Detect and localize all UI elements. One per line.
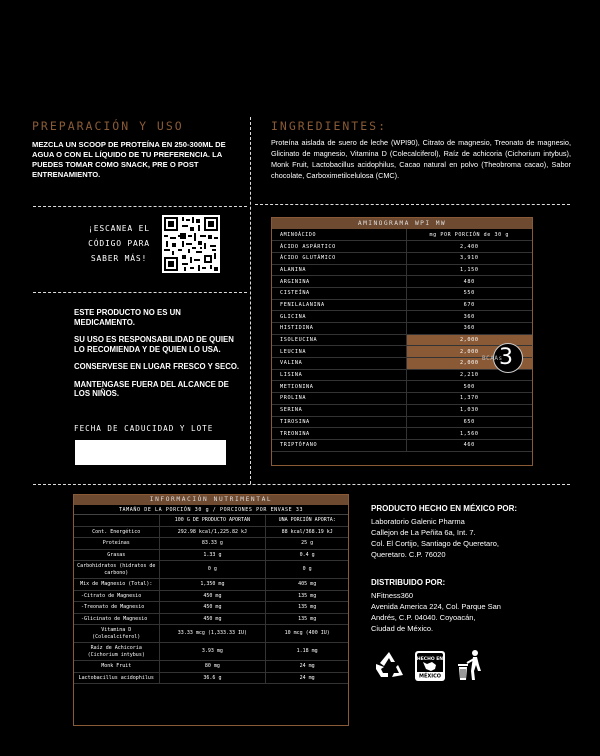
nutrient-name: Mix de Magnesio (Total): [74,579,159,591]
nutrition-row [74,672,348,684]
bcaa-label: BCAAs [482,355,503,362]
producer-line: Callejon de La Peñita 6a, Int. 7. [371,528,476,537]
aminogram-row [272,393,532,405]
aminoacid-name: TIROSINA [272,416,406,428]
divider-qr-top [33,206,247,207]
nutrient-per-portion: 135 mg [266,602,348,614]
aminoacid-value: 670 [406,299,532,311]
nutrition-rows [74,515,348,684]
nutrient-per-100g: 1.33 g [159,549,266,561]
nutrient-name: Lactobacillus acidophilus [74,672,159,684]
warnings [74,308,240,407]
nutrition-table [73,494,349,726]
hecho-en-mexico-icon [414,650,446,682]
nutrition-row [74,613,348,625]
lot-label: FECHA DE CADUCIDAD Y LOTE [74,424,214,433]
preparation-title: PREPARACIÓN Y USO [32,119,184,133]
preparation-text: MEZCLA UN SCOOP DE PROTEÍNA EN 250-300ML DE AGUA O CON EL LÍQUIDO DE TU PREFERENCIA. LA PUEDES TOMAR COMO SNACK, PRE O POST ENTRENAMIENTO. [32,140,226,179]
nutrient-per-100g: 450 mg [159,602,266,614]
nutrition-row [74,661,348,673]
aminoacid-value: 550 [406,287,532,299]
aminogram-rows [272,229,532,452]
aminogram-row [272,416,532,428]
aminogram-row [272,241,532,253]
aminogram-title: AMINOGRAMA WPI MW [272,218,532,229]
aminogram-row [272,439,532,451]
nutrition-col-100g: 100 G DE PRODUCTO APORTAN [159,515,266,526]
aminoacid-value: 2,210 [406,369,532,381]
producer-line: Laboratorio Galenic Pharma [371,517,465,526]
aminoacid-value: 500 [406,381,532,393]
aminogram-row [272,264,532,276]
divider-ingredients [255,204,570,205]
aminoacid-value: 480 [406,276,532,288]
aminogram-row [272,334,532,346]
aminogram-row [272,311,532,323]
distributor-line: Avenida America 224, Col. Parque San [371,602,501,611]
distributor-line: Ciudad de México. [371,624,434,633]
bcaa-number: 3 [499,345,513,370]
aminogram-row [272,287,532,299]
nutrient-name: Carbohidratos (hidratos de carbono) [74,561,159,579]
aminoacid-value: 1,030 [406,404,532,416]
aminogram-col-value: mg POR PORCIÓN de 30 g [406,229,532,241]
nutrient-per-portion: 10 mcg (400 IU) [266,625,348,643]
distributor-line: NFitness360 [371,591,414,600]
warning-item: CONSERVESE EN LUGAR FRESCO Y SECO. [74,362,240,371]
aminogram-table [271,217,533,466]
nutrient-per-100g: 450 mg [159,590,266,602]
nutrient-per-100g: 36.6 g [159,672,266,684]
aminoacid-name: ÁCIDO GLUTÁMICO [272,252,406,264]
nutrition-row [74,538,348,550]
aminoacid-name: METIONINA [272,381,406,393]
nutrition-col-portion: UNA PORCIÓN APORTA: [266,515,348,526]
nutrient-name: Vitamina D (Colecalciferol) [74,625,159,643]
nutrition-row [74,526,348,538]
nutrient-per-portion: 25 g [266,538,348,550]
ingredients-text: Proteína aislada de suero de leche (WPI90), Citrato de magnesio, Treonato de magnesio, Glicinato de magnesio, Vitamina D (Colecalciferol), Raíz de achicoria (Cichorium intybus), Monk Fruit, Lactobacillus acidophilus, Cacao natural en polvo (Theobroma cacao), Sabor chocolate, Carboximetilcelulosa (CMC). [271,138,571,180]
nutrition-row [74,549,348,561]
aminoacid-value: 360 [406,323,532,335]
aminogram-col-name: AMINOÁCIDO [272,229,406,241]
aminogram-row [272,428,532,440]
aminoacid-value: 1,560 [406,428,532,440]
nutrition-row [74,602,348,614]
aminoacid-value: 2,000 [406,334,532,346]
aminoacid-value: 2,400 [406,241,532,253]
nutrient-per-portion: 135 mg [266,590,348,602]
qr-code[interactable] [162,215,220,273]
aminoacid-name: HISTIDINA [272,323,406,335]
aminoacid-name: ÁCIDO ASPÁRTICO [272,241,406,253]
hecho-bottom-text: MÉXICO [418,673,442,680]
nutrient-per-portion: 0 g [266,561,348,579]
nutrient-per-100g: 450 mg [159,613,266,625]
nutrient-name: Raíz de Achicoria (Cichorium intybus) [74,643,159,661]
warning-item: ESTE PRODUCTO NO ES UN MEDICAMENTO. [74,308,181,327]
aminoacid-name: LEUCINA [272,346,406,358]
aminogram-row [272,276,532,288]
ingredients-title: INGREDIENTES: [271,119,388,133]
nutrition-col-blank [74,515,159,526]
aminogram-header-row [272,229,532,241]
producer-heading: PRODUCTO HECHO EN MÉXICO POR: [371,504,518,513]
nutrient-per-100g: 0 g [159,561,266,579]
nutrient-name: Grasas [74,549,159,561]
lot-box [75,440,226,465]
aminoacid-value: 650 [406,416,532,428]
nutrient-per-100g: 1,350 mg [159,579,266,591]
aminoacid-name: LISINA [272,369,406,381]
producer-line: Queretaro. C.P. 76020 [371,550,446,559]
nutrient-name: Monk Fruit [74,661,159,673]
aminoacid-value: 2,000 [406,358,532,370]
nutrient-name: -Citrato de Magnesio [74,590,159,602]
nutrient-per-100g: 3.93 mg [159,643,266,661]
aminogram-row [272,404,532,416]
nutrition-row [74,579,348,591]
aminoacid-name: CISTEÍNA [272,287,406,299]
nutrition-row [74,625,348,643]
aminoacid-name: PROLINA [272,393,406,405]
aminoacid-name: TREONINA [272,428,406,440]
aminoacid-name: SERINA [272,404,406,416]
aminoacid-value: 1,150 [406,264,532,276]
aminoacid-name: GLICINA [272,311,406,323]
nutrient-name: -Glicinato de Magnesio [74,613,159,625]
aminogram-row [272,252,532,264]
nutrient-per-100g: 33.33 mcg (1,333.33 IU) [159,625,266,643]
nutrient-per-portion: 24 mg [266,661,348,673]
aminoacid-name: ISOLEUCINA [272,334,406,346]
aminogram-row [272,381,532,393]
aminoacid-value: 360 [406,311,532,323]
aminoacid-name: ALANINA [272,264,406,276]
aminoacid-name: ARGININA [272,276,406,288]
trash-icon [455,649,485,681]
aminoacid-name: TRIPTÓFANO [272,439,406,451]
producer-info [371,503,571,560]
divider-bottom [33,484,570,485]
nutrient-per-portion: 405 mg [266,579,348,591]
aminoacid-value: 1,370 [406,393,532,405]
aminoacid-value: 2,000 [406,346,532,358]
divider-qr-bottom [33,292,247,293]
hecho-top-text: HECHO EN [416,657,444,662]
warning-item: MANTENGASE FUERA DEL ALCANCE DE LOS NIÑOS. [74,379,229,398]
qr-caption: ¡ESCANEA EL CÓDIGO PARA SABER MÁS! [88,224,150,263]
nutrient-name: -Treonato de Magnesio [74,602,159,614]
nutrient-per-portion: 1.18 mg [266,643,348,661]
nutrient-per-portion: 0.4 g [266,549,348,561]
vertical-divider [250,117,251,484]
qr-code-icon [162,215,220,273]
distributor-line: Andrés, C.P. 04040. Coyoacán, [371,613,476,622]
nutrient-per-portion: 135 mg [266,613,348,625]
aminogram-row [272,323,532,335]
nutrient-per-portion: 24 mg [266,672,348,684]
warning-item: SU USO ES RESPONSABILIDAD DE QUIEN LO RECOMIENDA Y DE QUIEN LO USA. [74,335,234,354]
nutrition-header-row [74,515,348,526]
aminoacid-value: 460 [406,439,532,451]
nutrition-row [74,590,348,602]
aminoacid-name: VALINA [272,358,406,370]
distributor-heading: DISTRIBUIDO POR: [371,578,446,587]
nutrient-per-portion: 88 kcal/368.19 kJ [266,526,348,538]
nutrition-row [74,643,348,661]
distributor-info [371,577,571,634]
nutrient-per-100g: 292.98 kcal/1,225.82 kJ [159,526,266,538]
nutrition-row [74,561,348,579]
nutrition-title: INFORMACIÓN NUTRIMENTAL [74,495,348,505]
nutrient-name: Proteínas [74,538,159,550]
nutrient-per-100g: 80 mg [159,661,266,673]
nutrient-per-100g: 83.33 g [159,538,266,550]
nutrition-subtitle: TAMAÑO DE LA PORCIÓN 30 g / PORCIONES POR ENVASE 33 [74,505,348,515]
producer-line: Col. El Cortijo, Santiago de Queretaro, [371,539,499,548]
aminogram-row [272,299,532,311]
aminoacid-name: FENILALANINA [272,299,406,311]
recycle-icon [373,650,405,680]
nutrient-name: Cont. Energético [74,526,159,538]
aminogram-row [272,369,532,381]
aminoacid-value: 3,910 [406,252,532,264]
